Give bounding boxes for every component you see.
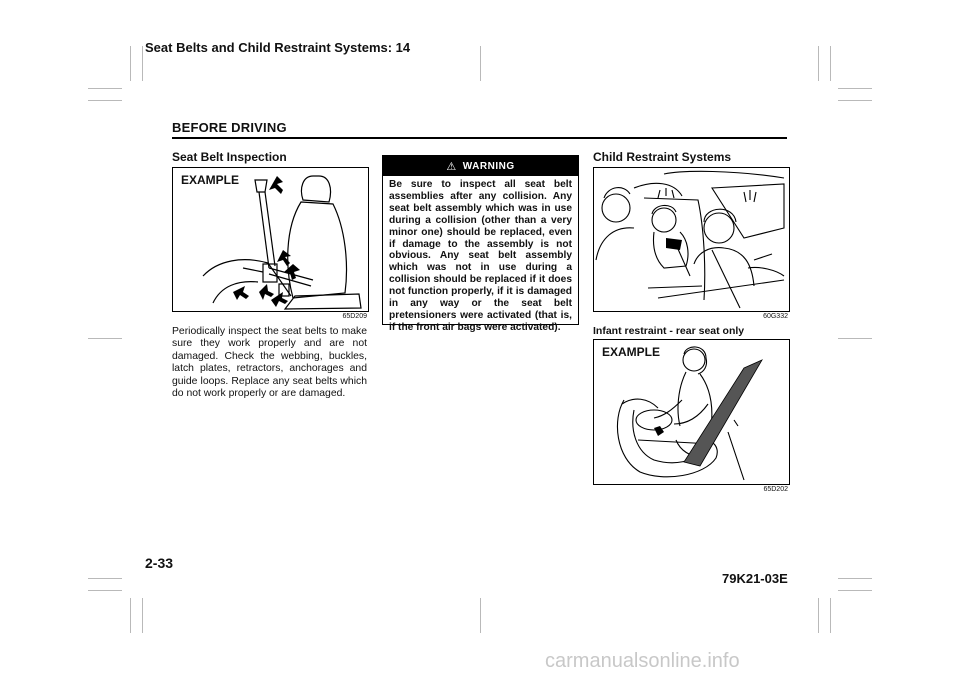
infant-seat-illustration xyxy=(594,340,789,484)
seat-belt-figure xyxy=(172,167,369,312)
warning-text: Be sure to inspect all seat belt assemblies after any collision. Any seat belt assembly which was in use during a collision (other than a very minor one) should be replaced, even if damage to the assembly is not obvious. Any seat belt assembly which was not in use during a collision should be replaced if it does not function properly, if it is damaged in any way or the seat belt pretensioners were activated (that is, if the front air bags were activated). xyxy=(389,179,572,333)
figure-code: 60G332 xyxy=(763,313,788,320)
family-car-illustration xyxy=(594,168,789,311)
section-title: BEFORE DRIVING xyxy=(172,120,287,135)
crop-mark xyxy=(480,598,481,633)
crop-mark xyxy=(88,338,122,339)
warning-triangle-icon: ⚠ xyxy=(446,160,457,173)
infant-restraint-subheading: Infant restraint - rear seat only xyxy=(593,325,745,337)
document-code: 79K21-03E xyxy=(722,571,788,586)
crop-mark xyxy=(838,100,872,101)
crop-mark xyxy=(818,46,819,81)
watermark: carmanualsonline.info xyxy=(545,650,740,672)
infant-restraint-figure xyxy=(593,339,790,485)
figure-example-label: EXAMPLE xyxy=(602,345,661,359)
crop-mark xyxy=(838,338,872,339)
child-restraint-heading: Child Restraint Systems xyxy=(593,150,732,164)
page-number: 2-33 xyxy=(145,555,174,571)
crop-mark xyxy=(88,88,122,89)
figure-code: 65D202 xyxy=(763,486,788,493)
crop-mark xyxy=(830,46,831,81)
crop-mark xyxy=(130,46,131,81)
child-restraint-figure xyxy=(593,167,790,312)
crop-mark xyxy=(838,88,872,89)
seat-belt-inspection-heading: Seat Belt Inspection xyxy=(172,150,287,164)
crop-mark xyxy=(88,590,122,591)
crop-mark xyxy=(88,100,122,101)
crop-mark xyxy=(130,598,131,633)
crop-mark xyxy=(838,590,872,591)
figure-code: 65D209 xyxy=(342,313,367,320)
crop-mark xyxy=(142,598,143,633)
crop-mark xyxy=(838,578,872,579)
seat-belt-illustration xyxy=(173,168,368,311)
inspection-body-text: Periodically inspect the seat belts to make sure they work properly and are not damaged. Check the webbing, buckles, latch plates, retractors, anchorages and guide loops. Replace any seat belts which do not work properly or are damaged. xyxy=(172,326,367,400)
warning-header xyxy=(383,156,578,176)
figure-example-label: EXAMPLE xyxy=(181,173,240,187)
crop-mark xyxy=(142,46,143,81)
crop-mark xyxy=(830,598,831,633)
crop-mark xyxy=(818,598,819,633)
warning-box xyxy=(382,155,579,333)
crop-mark xyxy=(88,578,122,579)
header-divider xyxy=(172,137,787,139)
chapter-title: Seat Belts and Child Restraint Systems: 14 xyxy=(145,40,411,55)
warning-title: WARNING xyxy=(462,160,515,172)
crop-mark xyxy=(480,46,481,81)
